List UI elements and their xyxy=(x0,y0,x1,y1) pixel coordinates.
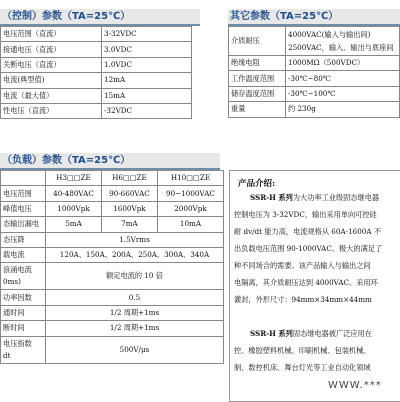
product-intro-line xyxy=(234,210,377,220)
load-row xyxy=(1,247,224,262)
load-row xyxy=(1,263,224,290)
control-label: 电压范围（直流） xyxy=(1,27,102,42)
control-row xyxy=(1,73,192,88)
load-row xyxy=(1,290,224,305)
control-value: 12mA xyxy=(102,73,192,88)
other-value: -30℃~100℃ xyxy=(286,86,400,101)
load-span-value: 500V/μs xyxy=(46,336,224,363)
product-intro-text: 种不同场合的需要。该产品输入与输出之间 xyxy=(234,261,371,270)
load-row xyxy=(1,217,224,232)
load-label-line: dt xyxy=(3,350,11,360)
load-value: 10mA xyxy=(157,217,223,232)
load-label: 态压降 xyxy=(1,232,46,247)
product-intro-text: 为大功率工业级固态继电器 xyxy=(292,193,380,202)
load-model-header: H3□□ZE xyxy=(46,171,102,186)
control-value: 15mA xyxy=(102,88,192,103)
load-value: 40-480VAC xyxy=(46,186,102,201)
control-params-title: （控制）参数（TA=25℃） xyxy=(0,9,200,26)
other-label: 储存温度范围 xyxy=(229,86,286,101)
other-label: 绝缘电阻 xyxy=(229,56,286,71)
product-intro-line xyxy=(234,346,371,356)
load-value: 90-660VAC xyxy=(101,186,157,201)
control-row xyxy=(1,88,192,103)
other-value: 约 230g xyxy=(286,102,400,117)
product-intro-series: SSR-H 系列 xyxy=(250,193,293,202)
product-intro-text: 灌封，外形尺寸：94mm×34mm×44mm xyxy=(234,295,372,304)
other-row xyxy=(229,102,400,117)
watermark: WWW.*** xyxy=(328,380,382,391)
control-label: 电流(典型值) xyxy=(1,73,102,88)
load-value: 90~1000VAC xyxy=(157,186,223,201)
load-row xyxy=(1,232,224,247)
load-row xyxy=(1,321,224,336)
other-params-title: 其它参数（TA=25℃） xyxy=(228,9,400,26)
load-label: 峰值电压 xyxy=(1,201,46,216)
product-intro-line xyxy=(234,278,378,288)
load-label: 通时间 xyxy=(1,305,46,320)
other-value-line: 2500VAC，输入、输出与底座间 xyxy=(288,43,394,52)
product-intro-text: 控制电压为 3-32VDC，输出采用单向可控硅 xyxy=(234,210,377,219)
load-label-line: 电压指数 xyxy=(3,338,32,348)
control-label: 电流（最大值） xyxy=(1,88,102,103)
product-intro-title: 产品介绍: xyxy=(238,179,276,189)
product-intro-line xyxy=(234,295,372,305)
load-span-value: 1.5Vrms xyxy=(46,232,224,247)
load-model-header: H10□□ZE xyxy=(157,171,223,186)
load-label: 断时间 xyxy=(1,321,46,336)
product-intro-line xyxy=(234,329,372,339)
product-intro-text: 耐 dv/dt 能力高，电流规格从 60A-1600A 不 xyxy=(234,227,382,236)
product-intro-text: 控、橡胶塑料机械、印刷机械、包装机械、 xyxy=(234,346,371,355)
control-params-table xyxy=(0,26,192,119)
load-label: 态输出漏电 xyxy=(1,217,46,232)
product-intro-text: 出负载电压范围 90-1000VAC。极大的满足了 xyxy=(234,244,383,253)
product-intro-line xyxy=(234,227,381,237)
load-span-value: 120A、150A、200A、250A、300A、340A xyxy=(46,247,224,262)
load-row xyxy=(1,305,224,320)
control-value: -32VDC xyxy=(102,103,192,118)
other-value: 1000MΩ（500VDC） xyxy=(286,56,400,71)
other-row xyxy=(229,56,400,71)
load-value: 1600Vpk xyxy=(101,201,157,216)
load-value: 1000Vpk xyxy=(46,201,102,216)
other-label: 重量 xyxy=(229,102,286,117)
product-intro-line xyxy=(234,363,371,373)
load-value: 7mA xyxy=(101,217,157,232)
product-intro-line xyxy=(234,244,382,254)
load-row xyxy=(1,201,224,216)
load-params-table xyxy=(0,170,224,364)
control-row xyxy=(1,42,192,57)
load-value: 2000Vpk xyxy=(157,201,223,216)
product-intro-text: 制、数控机床、舞台灯光等工业自动化领域 xyxy=(234,363,371,372)
product-intro-line xyxy=(234,261,371,271)
other-label: 介质耐压 xyxy=(229,27,286,56)
load-model-header: H6□□ZE xyxy=(101,171,157,186)
control-value: 3-32VDC xyxy=(102,27,192,42)
control-label: 关断电压（直流） xyxy=(1,57,102,72)
load-params-title: （负载）参数（TA=25℃） xyxy=(0,153,220,170)
product-intro-line xyxy=(234,193,379,203)
load-header-row xyxy=(1,171,224,186)
other-params-table xyxy=(228,26,400,118)
load-label xyxy=(1,263,46,290)
control-row xyxy=(1,27,192,42)
other-label: 工作温度范围 xyxy=(229,71,286,86)
product-intro-text: 电隔离，其介质耐压达到 4000VAC。采用环 xyxy=(234,278,378,287)
other-value-line: 4000VAC(输入与输出间) xyxy=(288,30,371,39)
other-value: -30℃~80℃ xyxy=(286,71,400,86)
product-intro-box xyxy=(229,170,400,402)
other-value xyxy=(286,27,400,56)
load-value: 5mA xyxy=(46,217,102,232)
control-label: 性电压（直流） xyxy=(1,103,102,118)
load-span-value: 额定电流的 10 倍 xyxy=(46,263,224,290)
control-value: 1.0VDC xyxy=(102,57,192,72)
load-row xyxy=(1,186,224,201)
load-row xyxy=(1,336,224,363)
load-label xyxy=(1,336,46,363)
load-header-blank xyxy=(1,171,46,186)
load-span-value: 1/2 周期+1ms xyxy=(46,305,224,320)
other-row xyxy=(229,71,400,86)
load-span-value: 1/2 周期+1ms xyxy=(46,321,224,336)
control-label: 接通电压（直流） xyxy=(1,42,102,57)
load-label: 载电流 xyxy=(1,247,46,262)
load-span-value: 0.5 xyxy=(46,290,224,305)
load-label-line: 0ms) xyxy=(3,277,21,287)
other-row xyxy=(229,86,400,101)
product-intro-series: SSR-H 系列 xyxy=(250,329,293,338)
control-row xyxy=(1,103,192,118)
load-label: 功率因数 xyxy=(1,290,46,305)
other-row xyxy=(229,27,400,56)
load-label-line: 浪涌电流 xyxy=(3,265,32,275)
product-intro-text: 固态继电器被广泛应用在 xyxy=(292,329,372,338)
load-label: 电压范围 xyxy=(1,186,46,201)
control-value: 3.0VDC xyxy=(102,42,192,57)
control-row xyxy=(1,57,192,72)
